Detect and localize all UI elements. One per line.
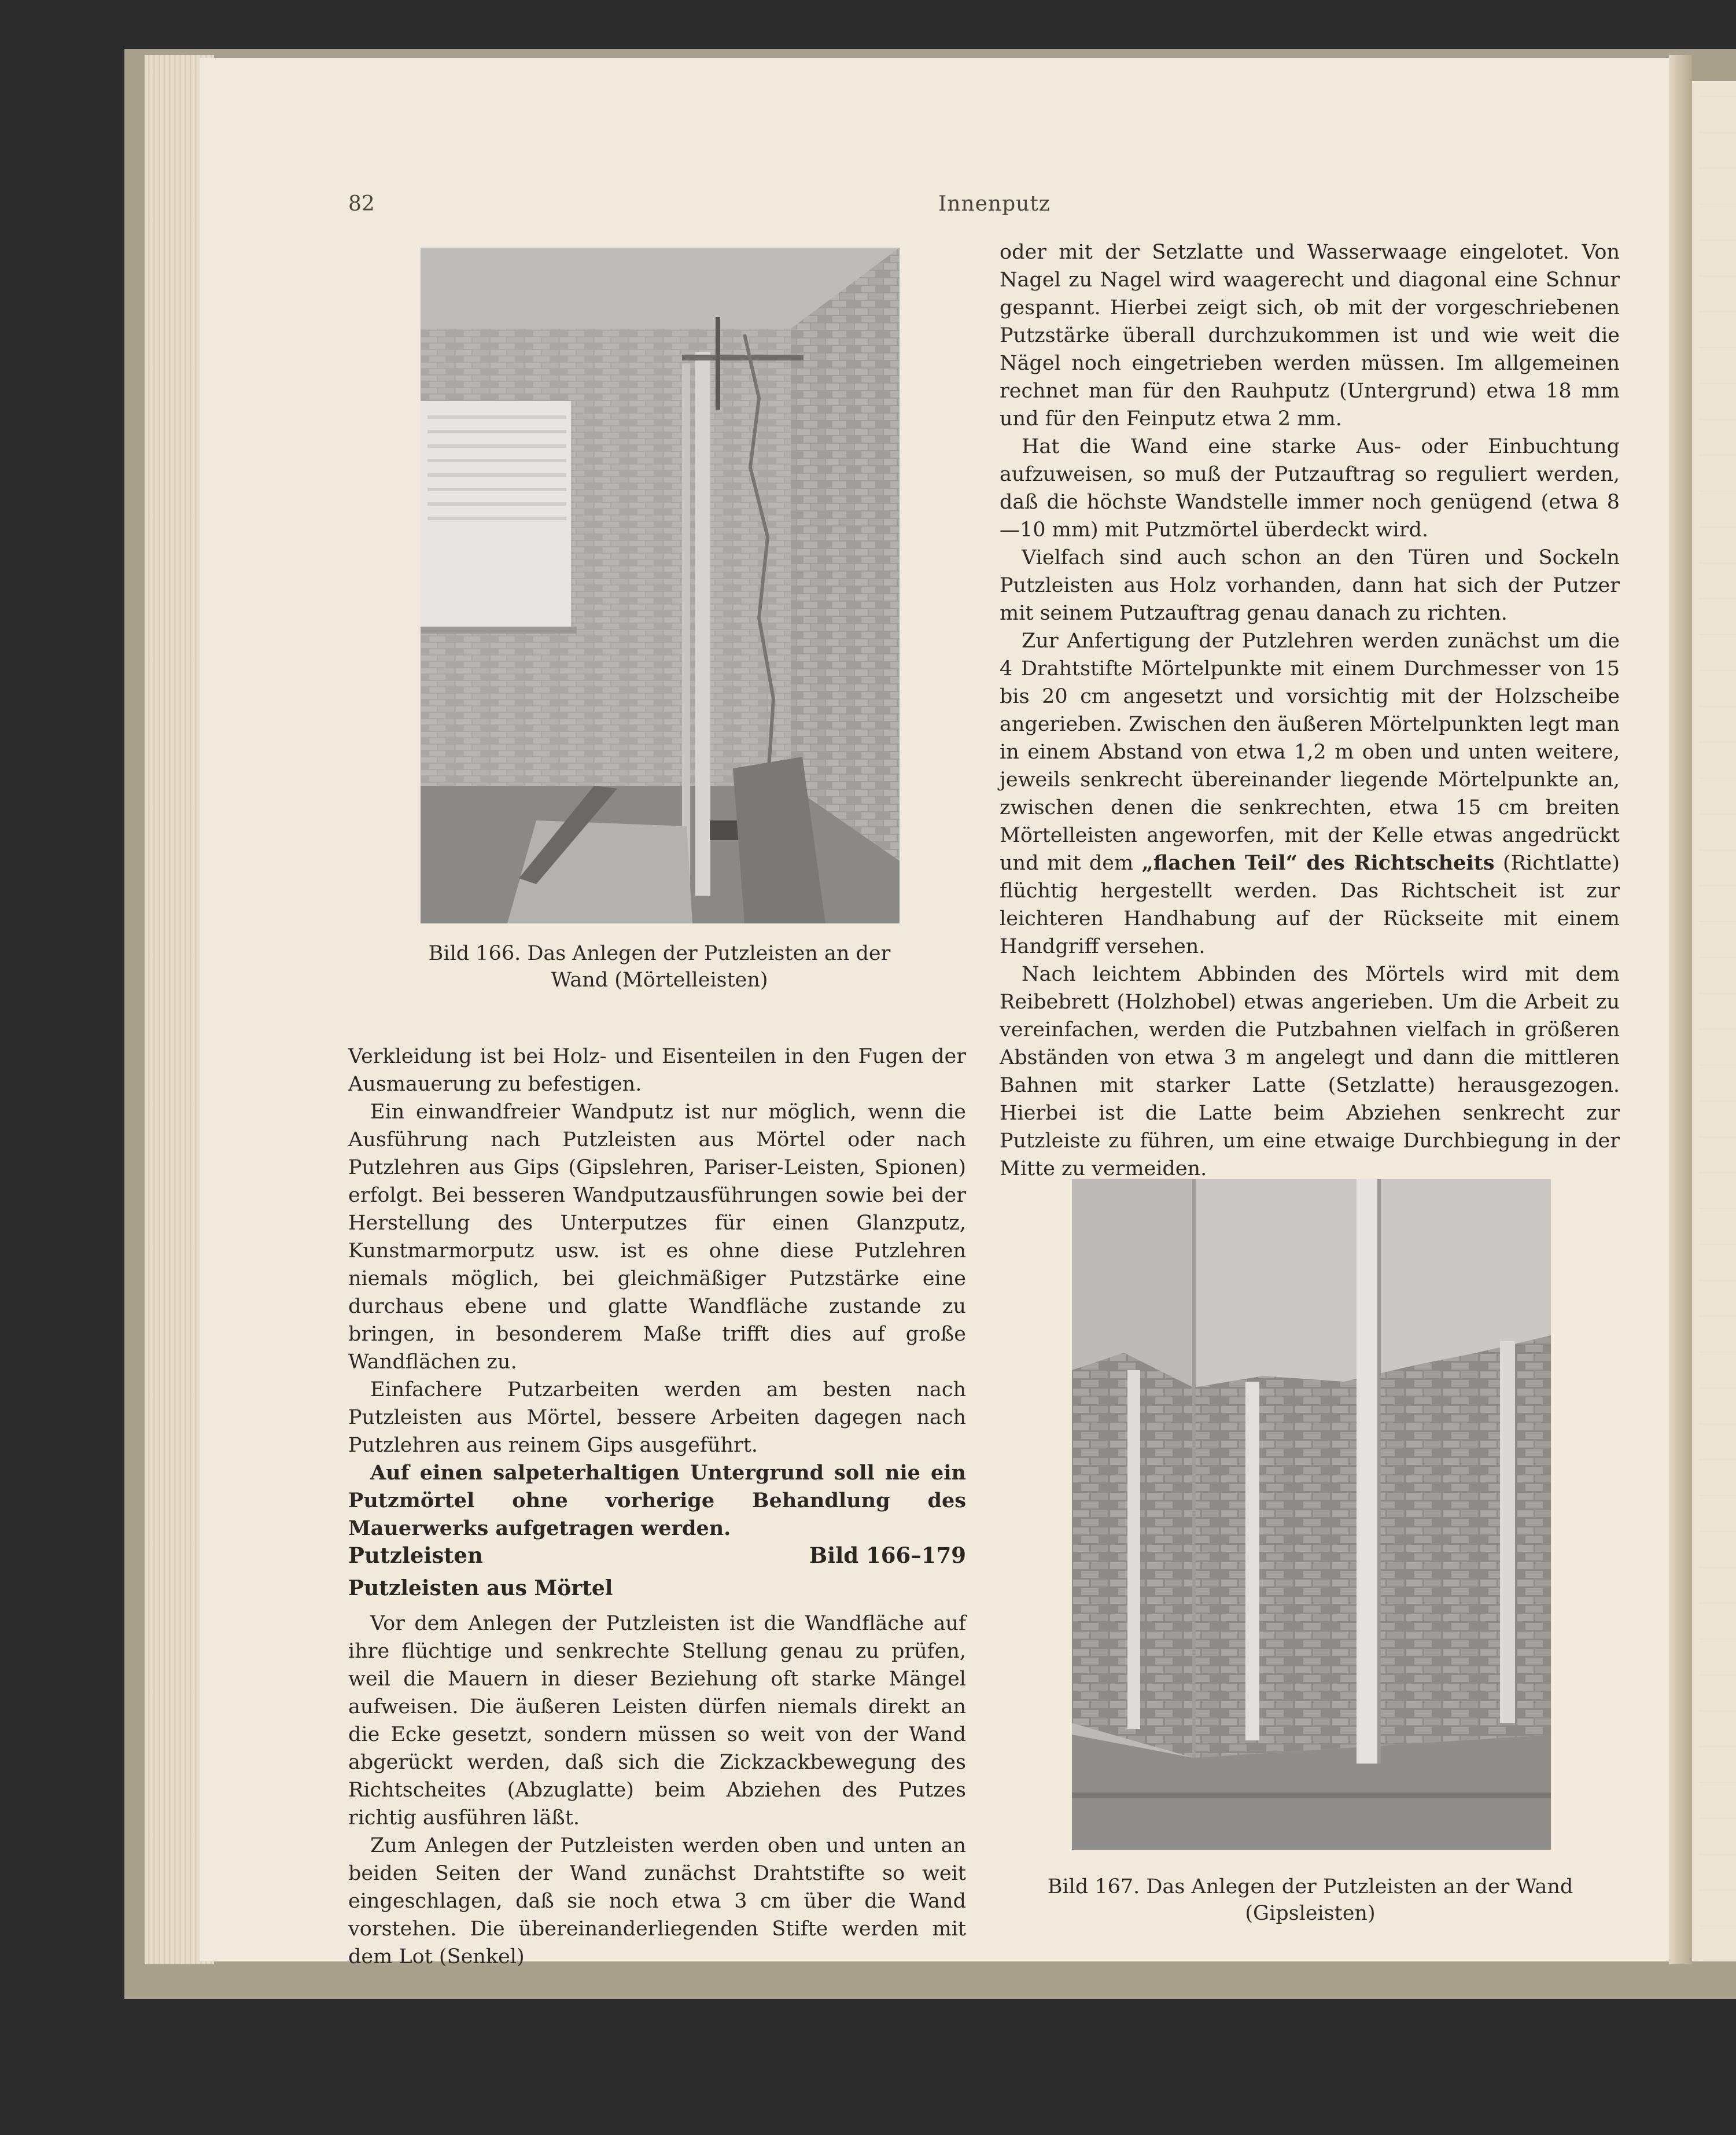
left-column-text — [348, 1043, 966, 1543]
figure-167-photo — [1072, 1179, 1551, 1850]
caption-line: Bild 166. Das Anlegen der Putzleisten an der — [428, 942, 891, 965]
paragraph: Nach leichtem Abbinden des Mörtels wird mit dem Reibebrett (Holzhobel) etwas angerieben. Um die Arbeit zu vereinfachen, werden die Putzbahnen vielfach in größeren Abständen von etwa 3 m angelegt und dann die mittleren Bahnen mit starker Latte (Setzlatte) herausgezogen. Hierbei ist die Latte beim Abziehen senkrecht zur Putzleiste zu führen, um eine etwaige Durchbiegung in der Mitte zu vermeiden. — [1000, 963, 1620, 1180]
next-page-edge — [1692, 81, 1736, 1961]
emphasis-term: „flachen Teil“ des Richtscheits — [1141, 851, 1495, 875]
section-heading — [348, 1543, 966, 1568]
paragraph: Ein einwandfreier Wandputz ist nur möglich, wenn die Ausführung nach Putzleisten aus Mörtel oder nach Putzlehren aus Gips (Gipslehren, Pariser-Leisten, Spionen) erfolgt. Bei besseren Wandputzausführungen sowie bei der Herstellung des Unterputzes für einen Glanzputz, Kunstmarmorputz usw. ist es ohne diese Putzlehren niemals möglich, bei gleichmäßiger Putzstärke eine durchaus ebene und glatte Wandfläche zustande zu bringen, in besonderem Maße trifft dies auf große Wandflächen zu. — [348, 1100, 966, 1374]
book-gutter — [1669, 55, 1692, 1964]
paragraph-part: (Richtlatte) flüchtig hergestellt werden. Das Richtscheit ist zur leichteren Handhabung auf der Rückseite mit einem Handgriff versehen. — [1000, 852, 1620, 958]
caption-line: (Gipsleisten) — [1245, 1902, 1376, 1925]
paragraph — [1000, 627, 1620, 960]
left-column-lower-text — [348, 1610, 966, 1971]
section-title: Putzleisten — [348, 1543, 483, 1568]
running-head: Innenputz — [938, 192, 1051, 216]
section-figure-ref: Bild 166–179 — [809, 1543, 966, 1568]
figure-166-photo — [421, 248, 900, 923]
paragraph: Vielfach sind auch schon an den Türen und Sockeln Putzleisten aus Holz vorhanden, dann hat sich der Putzer mit seinem Putzauftrag genau danach zu richten. — [1000, 546, 1620, 625]
caption-line: Bild 167. Das Anlegen der Putzleisten an der Wand — [1047, 1875, 1573, 1898]
paragraph: oder mit der Setzlatte und Wasserwaage eingelotet. Von Nagel zu Nagel wird waagerecht und diagonal eine Schnur gespannt. Hierbei zeigt sich, ob mit der vorgeschriebenen Putzstärke überall durchzukommen ist und wie weit die Nägel noch eingetrieben werden müssen. Im allgemeinen rechnet man für den Rauhputz (Untergrund) etwa 18 mm und für den Feinputz etwa 2 mm. — [1000, 241, 1620, 430]
paragraph: Zum Anlegen der Putzleisten werden oben und unten an beiden Seiten der Wand zunächst Drahtstifte so weit eingeschlagen, daß sie noch etwa 3 cm über die Wand vorstehen. Die übereinanderliegenden Stifte werden mit dem Lot (Senkel) — [348, 1834, 966, 1968]
paragraph: Vor dem Anlegen der Putzleisten ist die Wandfläche auf ihre flüchtige und senkrechte Stellung genau zu prüfen, weil die Mauern in dieser Beziehung oft starke Mängel aufweisen. Die äußeren Leisten dürfen niemals direkt an die Ecke gesetzt, sondern müssen so weit von der Wand abgerückt werden, daß sich die Zickzackbewegung des Richtscheites (Abzuglatte) beim Abziehen des Putzes richtig ausführen läßt. — [348, 1612, 966, 1830]
caption-line: Wand (Mörtelleisten) — [551, 969, 768, 992]
page-number: 82 — [348, 192, 375, 216]
paragraph-bold: Auf einen salpeterhaltigen Untergrund soll nie ein Putzmörtel ohne vorherige Behandlung des Mauerwerks aufgetragen werden. — [348, 1461, 966, 1540]
paragraph: Einfachere Putzarbeiten werden am besten nach Putzleisten aus Mörtel, bessere Arbeiten dagegen nach Putzlehren aus reinem Gips ausgeführt. — [348, 1378, 966, 1457]
right-column-text — [1000, 238, 1620, 1183]
figure-166-caption — [373, 940, 946, 993]
paragraph: Verkleidung ist bei Holz- und Eisenteilen in den Fugen der Ausmauerung zu befestigen. — [348, 1045, 966, 1096]
paragraph: Hat die Wand eine starke Aus- oder Einbuchtung aufzuweisen, so muß der Putzauftrag so reguliert werden, daß die höchste Wandstelle immer noch genügend (etwa 8—10 mm) mit Putzmörtel überdeckt wird. — [1000, 435, 1620, 542]
paragraph-part: Zur Anfertigung der Putzlehren werden zunächst um die 4 Drahtstifte Mörtelpunkte mit einem Durchmesser von 15 bis 20 cm angesetzt und vorsichtig mit der Holzscheibe angerieben. Zwischen den äußeren Mörtelpunkten legt man in einem Abstand von etwa 1,2 m oben und unten weitere, jeweils senkrecht übereinander liegende Mörtelpunkte an, zwischen denen die senkrechten, etwa 15 cm breiten Mörtelleisten angeworfen, mit der Kelle etwas angedrückt und mit dem — [1000, 630, 1620, 875]
subsection-heading: Putzleisten aus Mörtel — [348, 1576, 613, 1600]
figure-167-caption — [1018, 1873, 1602, 1927]
